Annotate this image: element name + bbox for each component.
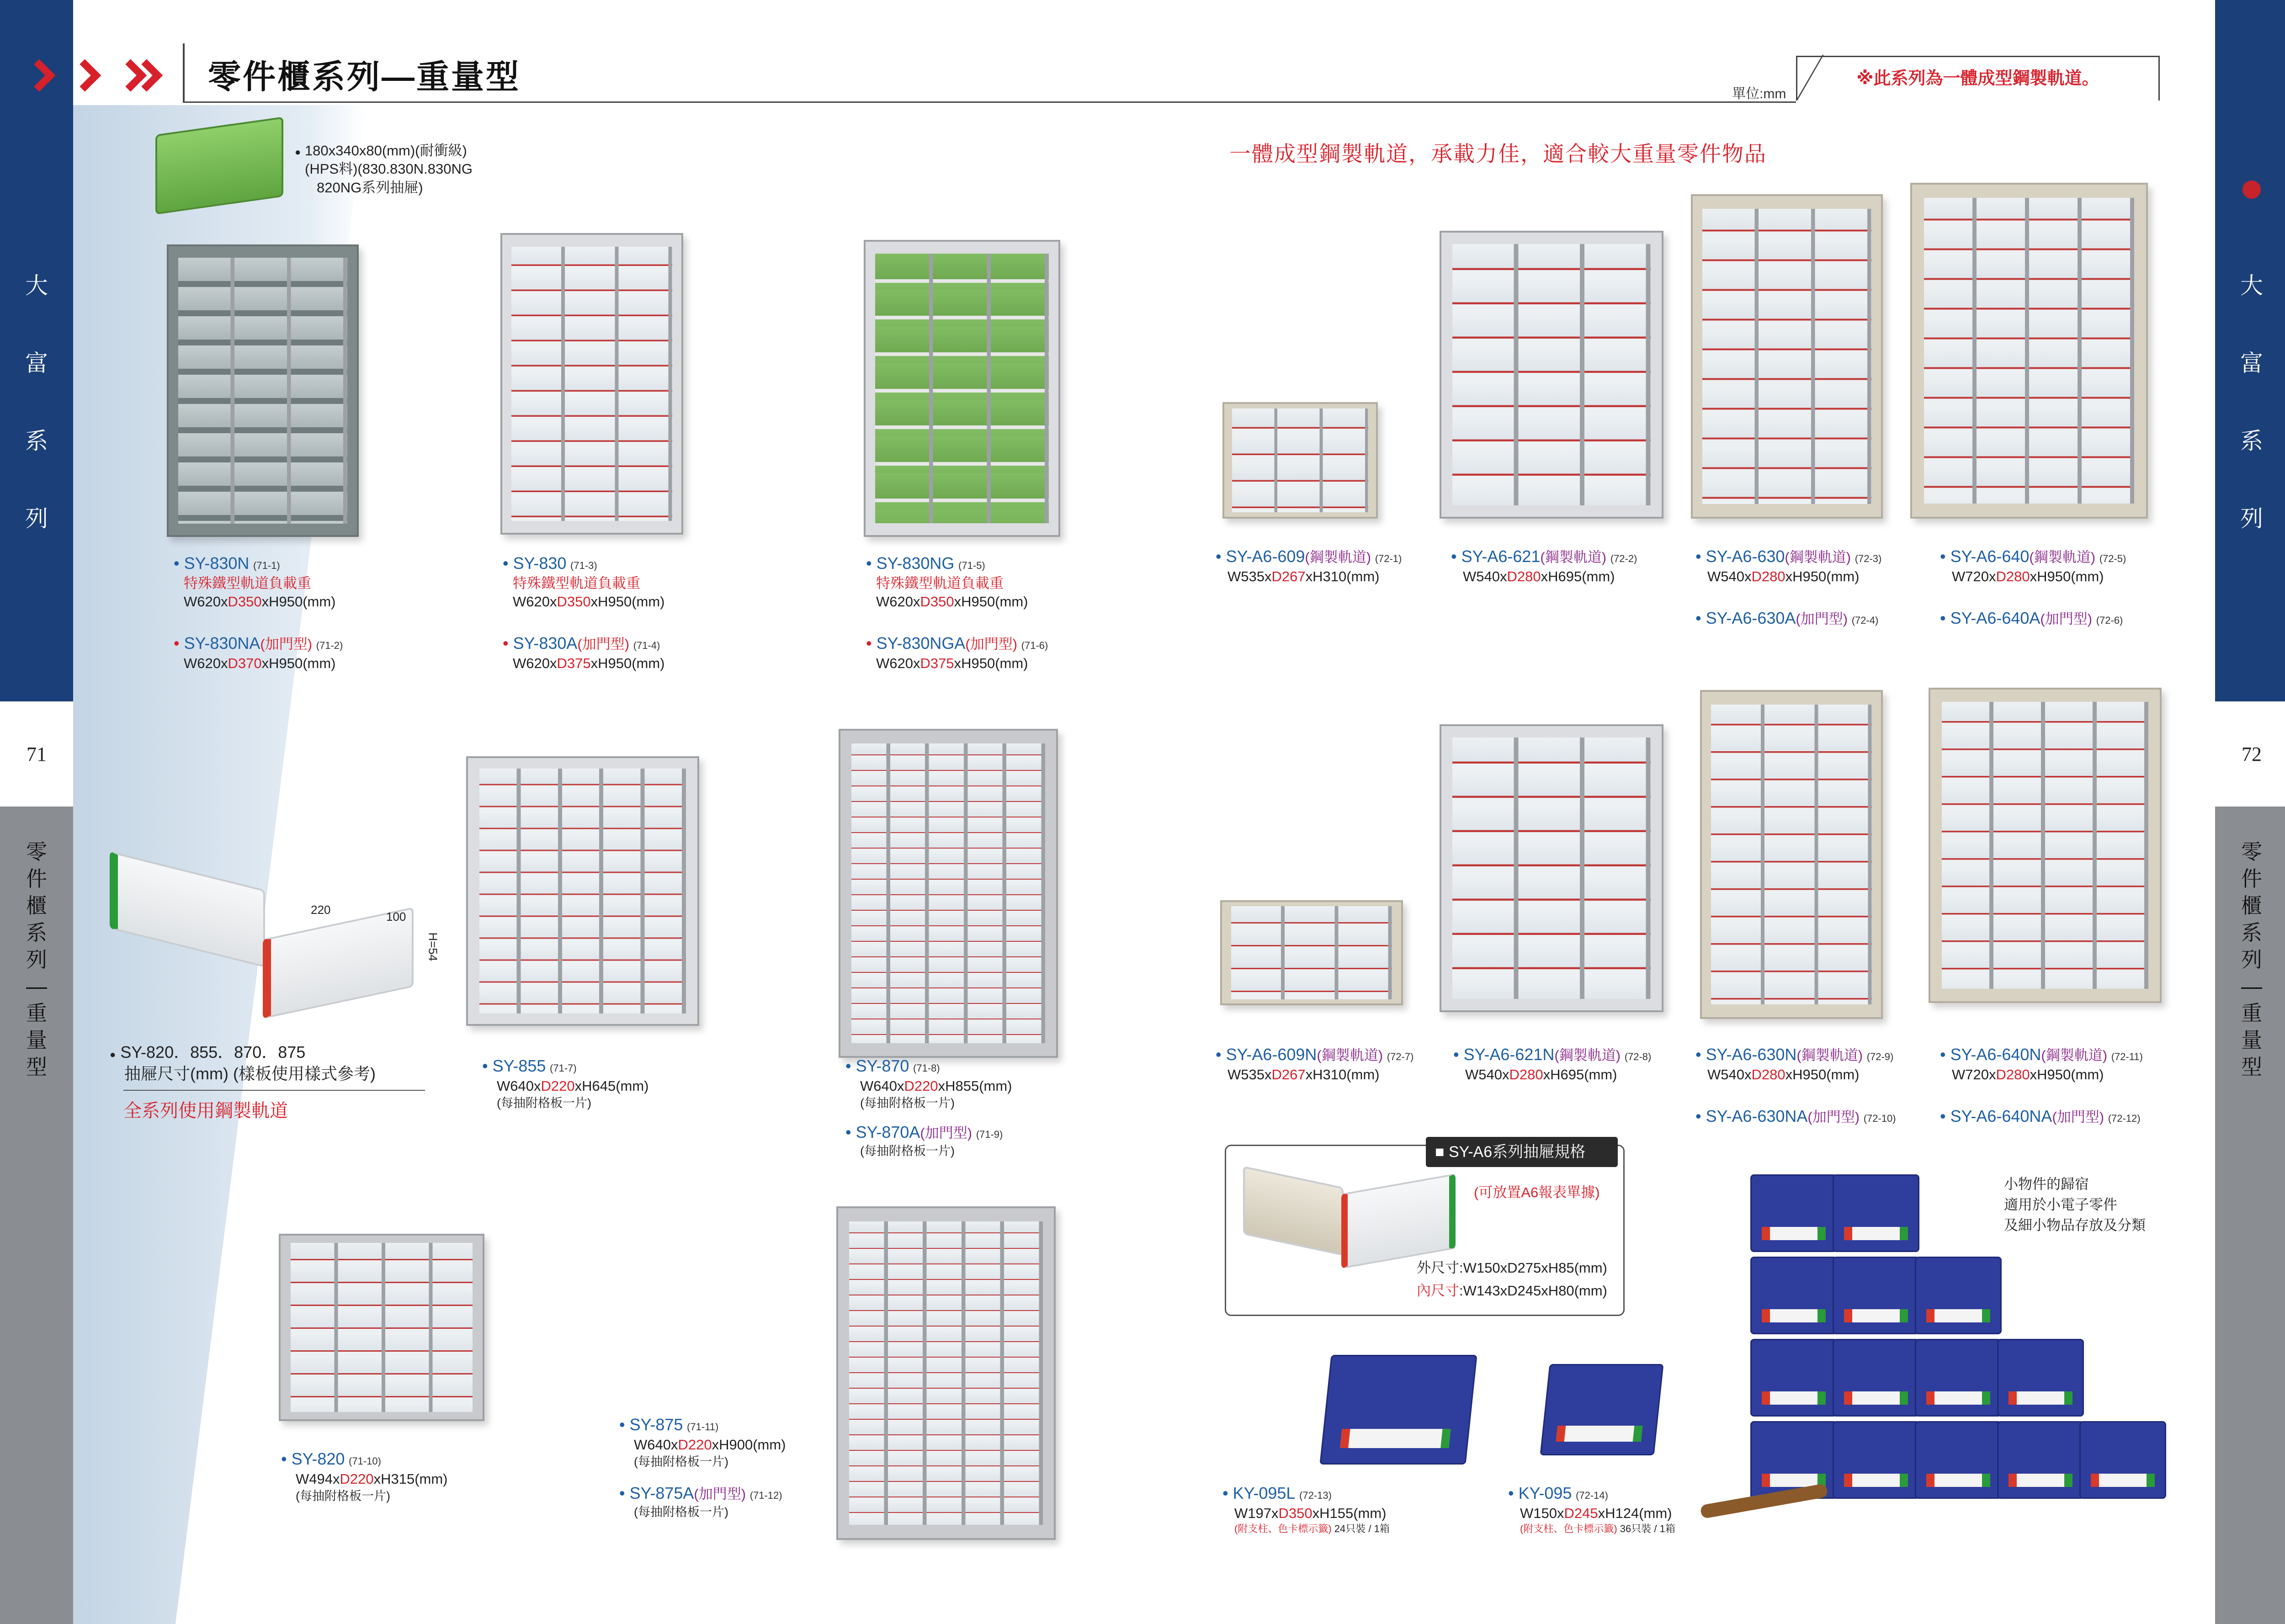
series-tagline: 一體成型鋼製軌道，承載力佳，適合較大重量零件物品 [1229, 142, 1767, 166]
left-page-number: 71 [27, 743, 47, 765]
rail-note: 全系列使用鋼製軌道 [123, 1101, 288, 1121]
cabinet-sy-855-image [466, 756, 699, 1026]
product-sy-830: • SY-830 (71-3) 特殊鐵型軌道負載重 W620xD350xH950(mm) [503, 554, 665, 610]
product-sy-a6-621n: • SY-A6-621N(鋼製軌道) (72-8) W540xD280xH695(mm) [1453, 1045, 1652, 1083]
right-brand-char: 大 [2240, 273, 2263, 298]
cabinet-sy-830ng-image [864, 240, 1060, 537]
bin-ky-095l-image [1319, 1355, 1477, 1465]
cabinet-sy-a6-621-image [1440, 231, 1663, 519]
product-sy-875a: • SY-875A(加門型) (71-12) (每抽附格板一片) [619, 1484, 782, 1519]
bin-ky-095-image [1540, 1364, 1663, 1455]
product-sy-a6-609: • SY-A6-609(鋼製軌道) (72-1) W535xD267xH310(mm) [1216, 547, 1402, 584]
product-sy-a6-621: • SY-A6-621(鋼製軌道) (72-2) W540xD280xH695(mm) [1451, 547, 1637, 584]
product-sy-a6-630n: • SY-A6-630N(鋼製軌道) (72-9) W540xD280xH950(mm) [1695, 1045, 1894, 1083]
header-rule [183, 101, 1796, 103]
brand-logo-icon [2238, 176, 2265, 203]
product-sy-875: • SY-875 (71-11) W640xD220xH900(mm) (每抽附格板一片) [619, 1415, 786, 1469]
product-sy-830n: • SY-830N (71-1) 特殊鐵型軌道負載重 W620xD350xH950(mm) [174, 554, 336, 610]
cabinet-sy-a6-640n-image [1929, 688, 2162, 1003]
chevron-arrows-icon [32, 53, 169, 98]
right-brand-char: 列 [2240, 506, 2263, 531]
product-sy-a6-630a: • SY-A6-630A(加門型) (72-4) [1695, 609, 1879, 627]
cabinet-sy-820-image [279, 1234, 484, 1421]
cabinet-sy-830-image [500, 233, 683, 535]
left-brand-char: 大 [25, 273, 48, 298]
tray-dim-h: H=54 [426, 932, 440, 961]
right-brand-char: 系 [2240, 428, 2263, 454]
page-title: 零件櫃系列—重量型 [208, 59, 521, 96]
product-sy-855: • SY-855 (71-7) W640xD220xH645(mm) (每抽附格板一片) [482, 1056, 649, 1110]
product-sy-830ng: • SY-830NG (71-5) 特殊鐵型軌道負載重 W620xD350xH950(mm) [866, 554, 1028, 610]
divider-spec-block: ● SY-820．855．870．875 抽屜尺寸(mm) (樣板使用樣式參考) [110, 1043, 376, 1083]
product-sy-a6-640n: • SY-A6-640N(鋼製軌道) (72-11) W720xD280xH950(mm) [1940, 1045, 2143, 1083]
product-sy-a6-630na: • SY-A6-630NA(加門型) (72-10) [1695, 1107, 1896, 1125]
a6-drawer-spec-heading: ■ SY-A6系列抽屜規格 [1426, 1137, 1618, 1167]
product-sy-870: • SY-870 (71-8) W640xD220xH855(mm) (每抽附格板一片) [845, 1056, 1012, 1110]
cabinet-sy-870-image [839, 729, 1058, 1058]
a6-drawer-spec-sub: (可放置A6報表單據) [1474, 1184, 1600, 1200]
product-sy-820: • SY-820 (71-10) W494xD220xH315(mm) (每抽附格板一片) [281, 1449, 448, 1503]
product-sy-870a: • SY-870A(加門型) (71-9) (每抽附格板一片) [845, 1123, 1003, 1158]
product-sy-a6-640na: • SY-A6-640NA(加門型) (72-12) [1940, 1107, 2141, 1125]
tray-dim-a: 220 [311, 903, 331, 917]
product-sy-830a: • SY-830A(加門型) (71-4) W620xD375xH950(mm) [503, 634, 665, 671]
cabinet-sy-a6-621n-image [1440, 724, 1663, 1012]
a6-drawer-outer-size: 外尺寸:W150xD275xH85(mm) [1417, 1260, 1607, 1276]
product-sy-a6-609n: • SY-A6-609N(鋼製軌道) (72-7) W535xD267xH310(mm) [1216, 1045, 1414, 1083]
cabinet-sy-830n-image [167, 244, 359, 537]
a6-drawer-inner-size: 內尺寸:W143xD245xH80(mm) [1417, 1283, 1607, 1299]
left-section-title: 零 件 櫃 系 列 — 重 量 型 [26, 840, 47, 1079]
cabinet-sy-875-image [836, 1206, 1056, 1540]
product-sy-830na: • SY-830NA(加門型) (71-2) W620xD370xH950(mm) [174, 634, 343, 671]
unit-label: 單位:mm [1732, 86, 1786, 101]
product-sy-a6-630: • SY-A6-630(鋼製軌道) (72-3) W540xD280xH950(mm) [1695, 547, 1882, 584]
cabinet-sy-a6-609n-image [1220, 900, 1403, 1005]
right-brand-char: 富 [2240, 350, 2263, 376]
left-brand-char: 列 [25, 506, 48, 531]
right-section-title: 零 件 櫃 系 列 — 重 量 型 [2241, 840, 2262, 1079]
cabinet-sy-a6-630n-image [1700, 690, 1883, 1019]
product-sy-830nga: • SY-830NGA(加門型) (71-6) W620xD375xH950(mm) [866, 634, 1048, 671]
product-sy-a6-640a: • SY-A6-640A(加門型) (72-6) [1940, 609, 2123, 627]
cabinet-sy-a6-630-image [1691, 194, 1883, 519]
tray-dim-b: 100 [386, 910, 406, 923]
product-sy-a6-640: • SY-A6-640(鋼製軌道) (72-5) W720xD280xH950(mm) [1940, 547, 2126, 584]
left-brand-char: 富 [25, 350, 48, 376]
cabinet-sy-a6-640-image [1910, 183, 2148, 519]
cabinet-sy-a6-609-image [1222, 402, 1378, 519]
product-ky-095: • KY-095 (72-14) W150xD245xH124(mm) (附支柱、色卡標示籤) 36只裝 / 1箱 [1508, 1484, 1675, 1535]
series-note: ※此系列為一體成型鋼製軌道。 [1796, 56, 2160, 101]
left-brand-char: 系 [25, 428, 48, 454]
right-page-number: 72 [2242, 743, 2262, 765]
bins-note: 小物件的歸宿 適用於小電子零件 及細小物品存放及分類 [2004, 1176, 2146, 1233]
product-ky-095l: • KY-095L (72-13) W197xD350xH155(mm) (附支柱、色卡標示籤) 24只裝 / 1箱 [1222, 1484, 1390, 1535]
drawer-spec-note: ● 180x340x80(mm)(耐衝級) (HPS料)(830.830N.830NG 820NG系列抽屜) [295, 143, 473, 196]
